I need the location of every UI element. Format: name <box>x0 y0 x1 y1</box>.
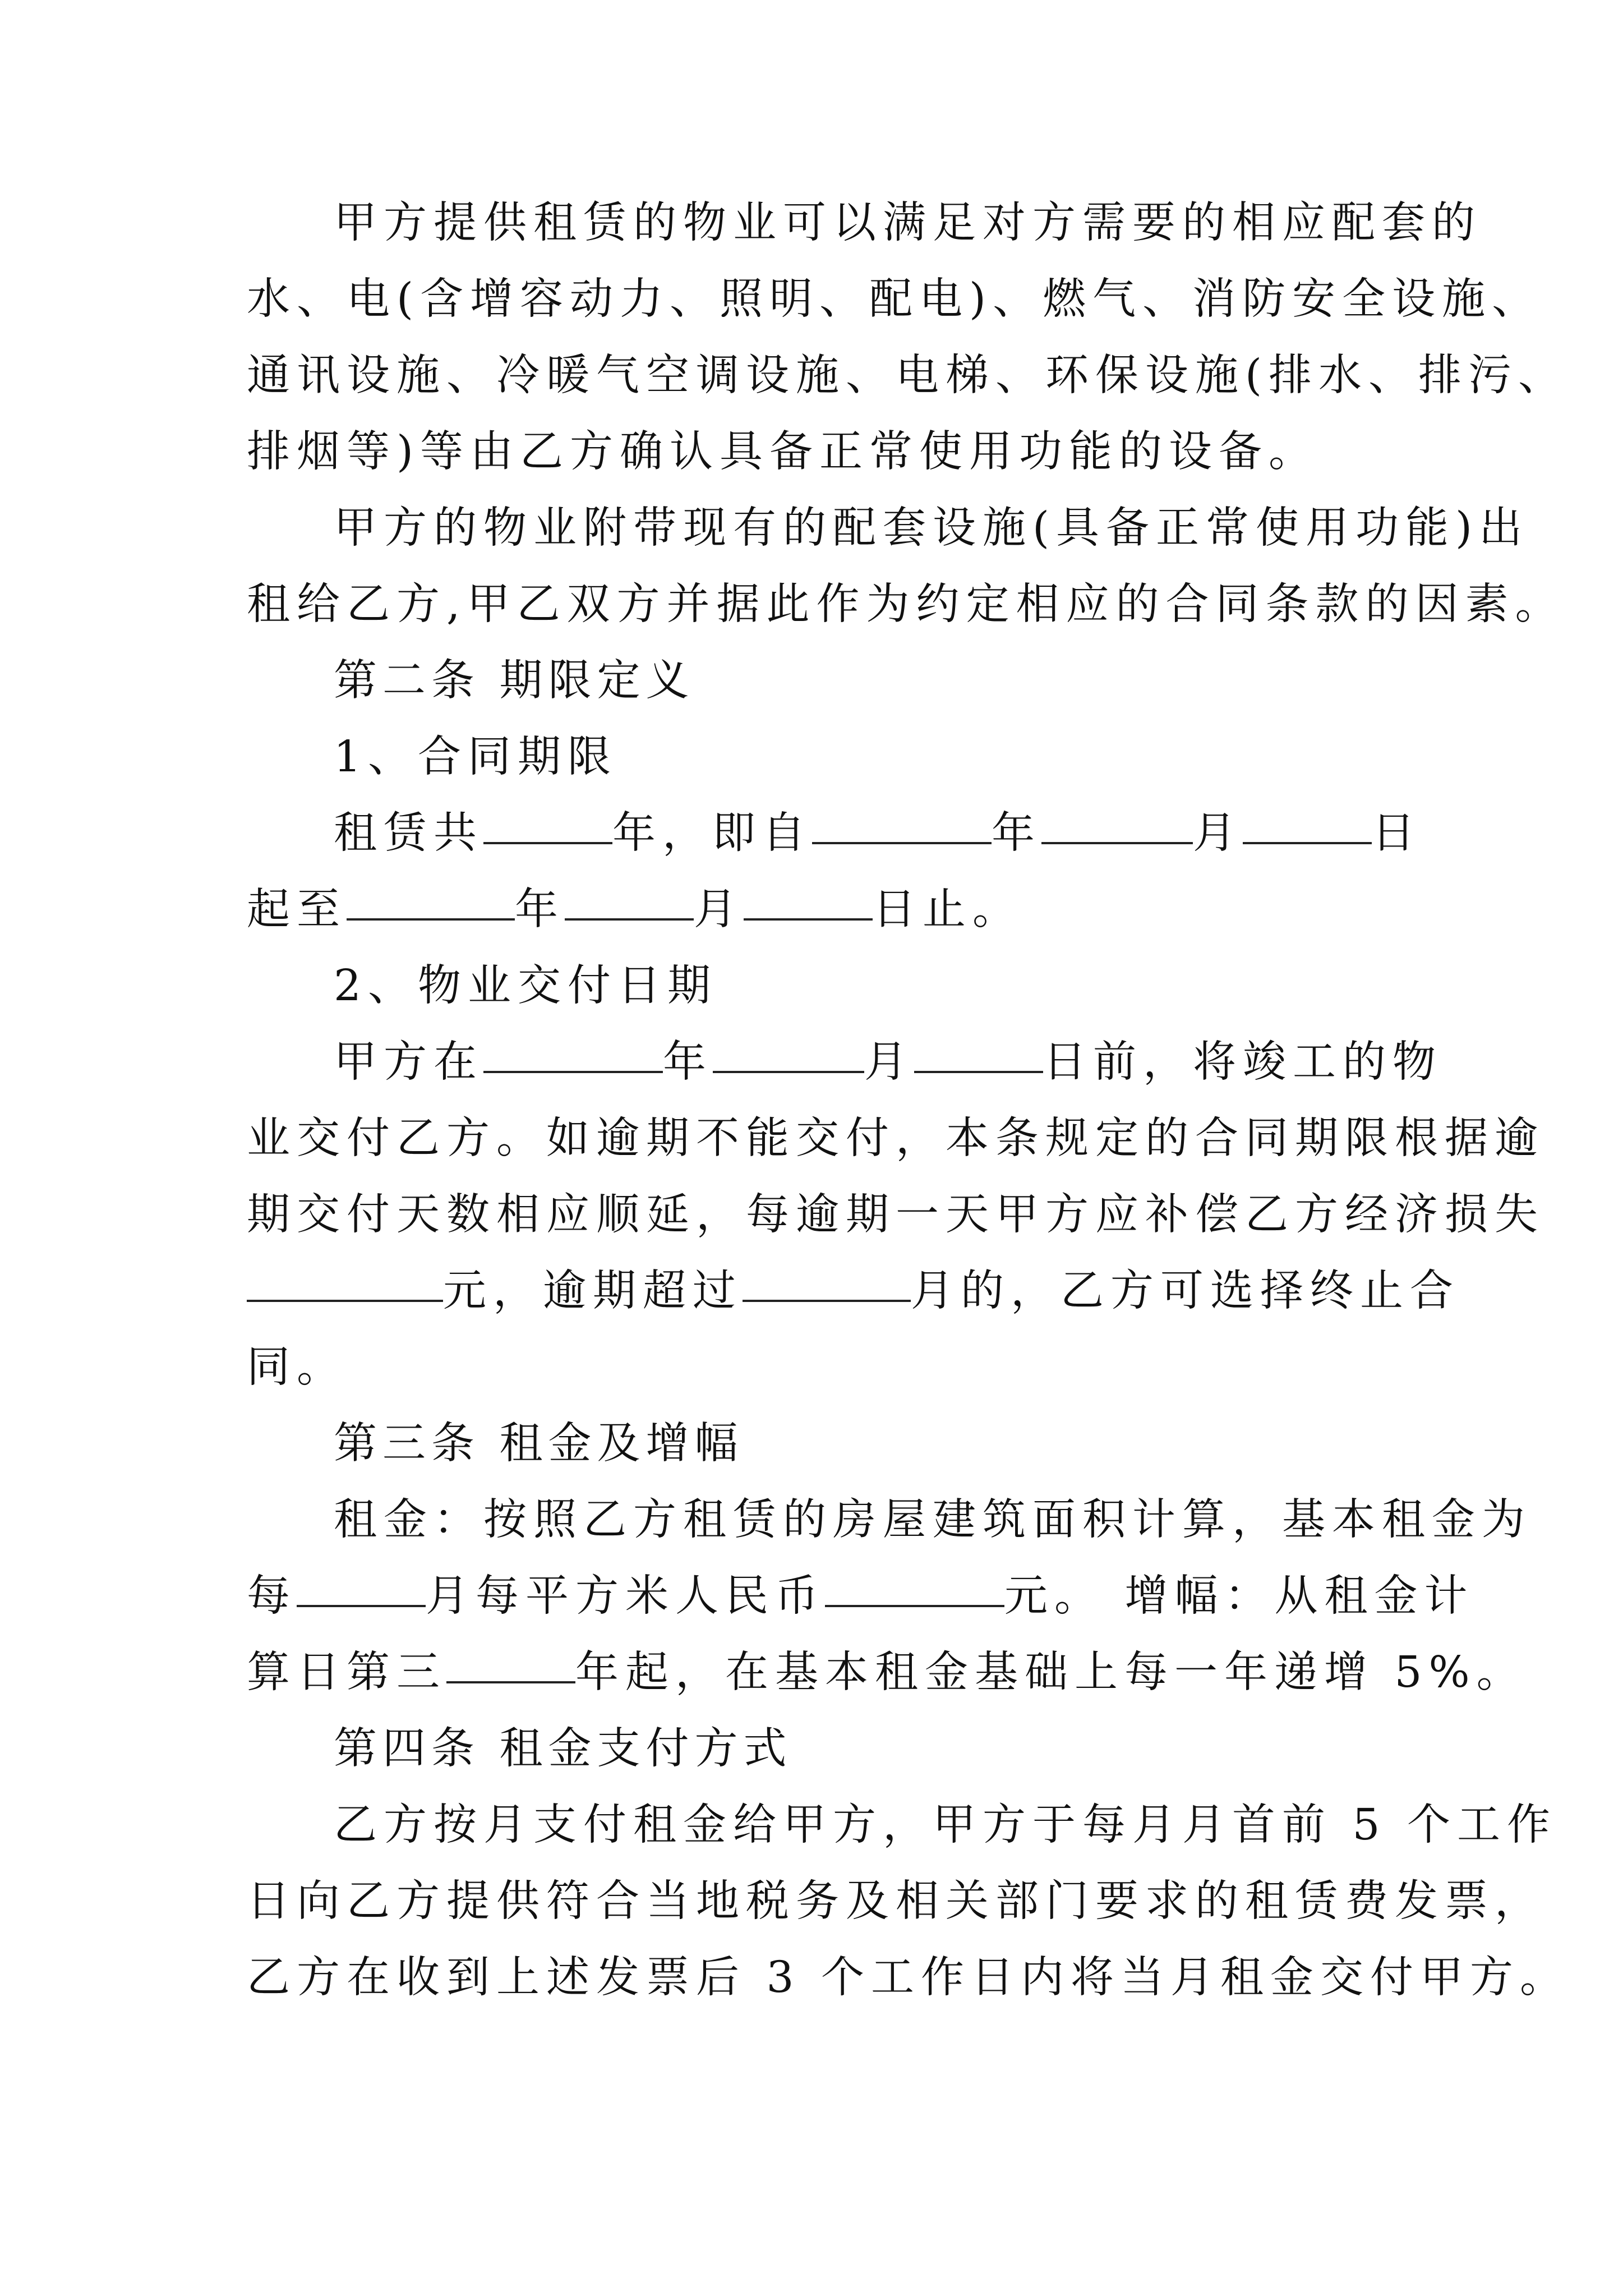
delivery-line: 同。 <box>247 1342 347 1392</box>
term-line <box>247 795 1422 872</box>
article-heading: 第三条 租金及增幅 <box>334 1419 744 1469</box>
delivery-text: 日前，将竣工的物 <box>1043 1037 1442 1087</box>
blank-field[interactable] <box>812 797 992 844</box>
rent-text: 每 <box>247 1571 297 1621</box>
paragraph-line: 租给乙方,甲乙双方并据此作为约定相应的合同条款的因素。 <box>247 579 1565 629</box>
rent-text: 算日第三 <box>247 1648 446 1697</box>
delivery-line: 业交付乙方。如逾期不能交付，本条规定的合同期限根据逾 <box>247 1114 1544 1163</box>
payment-line: 乙方在收到上述发票后 3 个工作日内将当月租金交付甲方。 <box>247 1953 1570 2003</box>
rent-text: 年起，在基本租金基础上每一年递增 5%。 <box>575 1648 1527 1697</box>
article-heading: 第二条 期限定义 <box>334 656 695 706</box>
blank-field[interactable] <box>743 1255 911 1302</box>
term-text: 日止。 <box>873 885 1022 935</box>
payment-line: 日向乙方提供符合当地税务及相关部门要求的租赁费发票， <box>247 1876 1544 1926</box>
term-text: 年，即自 <box>612 808 812 858</box>
term-line <box>247 872 1380 948</box>
rent-line <box>247 1558 1474 1635</box>
document-body <box>247 185 1570 2016</box>
payment-line: 乙方按月支付租金给甲方，甲方于每月月首前 5 个工作 <box>334 1800 1557 1850</box>
paragraph-line: 甲方的物业附带现有的配套设施(具备正常使用功能)出 <box>334 503 1529 553</box>
delivery-line: 期交付天数相应顺延，每逾期一天甲方应补偿乙方经济损失 <box>247 1190 1544 1240</box>
delivery-text: 年 <box>663 1037 713 1087</box>
term-text: 月 <box>694 885 744 935</box>
paragraph-line: 甲方提供租赁的物业可以满足对方需要的相应配套的 <box>334 198 1482 248</box>
blank-field[interactable] <box>483 1026 663 1073</box>
paragraph-line: 排烟等)等由乙方确认具备正常使用功能的设备。 <box>247 427 1319 477</box>
rent-text: 元。 增幅：从租金计 <box>1004 1571 1474 1621</box>
blank-field[interactable] <box>347 873 515 921</box>
blank-field[interactable] <box>1243 797 1372 844</box>
term-text: 起至 <box>247 885 347 935</box>
term-text: 年 <box>515 885 565 935</box>
rent-text: 月每平方米人民币 <box>426 1571 825 1621</box>
term-text: 租赁共 <box>334 808 483 858</box>
delivery-text: 月的，乙方可选择终止合 <box>911 1266 1460 1316</box>
blank-field[interactable] <box>483 797 612 844</box>
article-heading: 第四条 租金支付方式 <box>334 1724 792 1774</box>
blank-field[interactable] <box>825 1560 1004 1607</box>
delivery-line <box>247 1253 1460 1329</box>
blank-field[interactable] <box>1041 797 1193 844</box>
delivery-line <box>247 1024 1442 1101</box>
paragraph-line: 通讯设施、冷暖气空调设施、电梯、环保设施(排水、排污、 <box>247 351 1569 401</box>
blank-field[interactable] <box>744 873 873 921</box>
section-subheading: 1、合同期限 <box>334 732 617 782</box>
rent-line: 租金：按照乙方租赁的房屋建筑面积计算，基本租金为 <box>334 1495 1532 1545</box>
term-text: 月 <box>1193 808 1243 858</box>
paragraph-line: 水、电(含增容动力、照明、配电)、燃气、消防安全设施、 <box>247 274 1542 324</box>
blank-field[interactable] <box>446 1636 575 1683</box>
section-subheading: 2、物业交付日期 <box>334 961 717 1011</box>
blank-field[interactable] <box>713 1026 864 1073</box>
blank-field[interactable] <box>565 873 694 921</box>
delivery-text: 元，逾期超过 <box>443 1266 743 1316</box>
term-text: 日 <box>1372 808 1422 858</box>
blank-field[interactable] <box>247 1255 443 1302</box>
delivery-text: 月 <box>864 1037 914 1087</box>
blank-field[interactable] <box>914 1026 1043 1073</box>
term-text: 年 <box>992 808 1041 858</box>
blank-field[interactable] <box>297 1560 426 1607</box>
delivery-text: 甲方在 <box>334 1037 483 1087</box>
rent-line <box>247 1635 1527 1711</box>
